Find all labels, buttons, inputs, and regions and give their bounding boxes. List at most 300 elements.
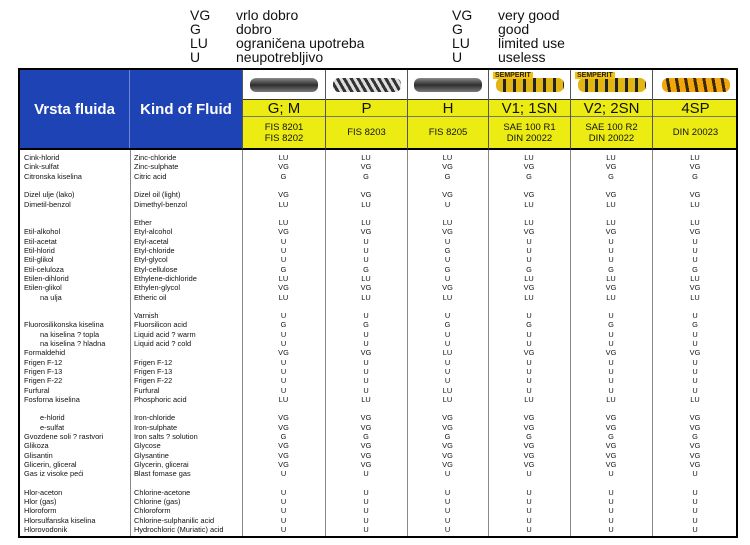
rating-cell: U xyxy=(363,469,369,479)
hose-brand-badge: SEMPERIT xyxy=(577,72,613,79)
rating-cell: G xyxy=(608,432,614,441)
rating-cell: U xyxy=(444,497,451,507)
rating-cell: U xyxy=(444,236,451,246)
legend-row xyxy=(452,36,565,50)
table-row xyxy=(20,405,738,413)
rating-cell: VG xyxy=(605,227,617,237)
rating-cell: VG xyxy=(689,190,701,200)
table-row xyxy=(20,228,738,236)
rating-cell: U xyxy=(526,339,532,348)
hose-column-header xyxy=(325,70,407,150)
rating-cell: LU xyxy=(361,218,371,228)
rating-cell: U xyxy=(280,357,287,367)
legend-row xyxy=(190,36,364,50)
hose-standard xyxy=(243,117,325,148)
table-row xyxy=(20,163,738,171)
rating-cell: LU xyxy=(278,218,289,228)
table-row xyxy=(20,414,738,422)
rating-cell: U xyxy=(608,366,614,376)
rating-cell: U xyxy=(280,515,287,525)
table-row xyxy=(20,266,738,274)
rating-cell: LU xyxy=(606,153,616,162)
table-row xyxy=(20,442,738,450)
rating-cell: VG xyxy=(523,441,535,451)
rating-cell: U xyxy=(526,311,532,321)
rating-cell: VG xyxy=(360,227,372,237)
table-row xyxy=(20,396,738,404)
rating-cell: U xyxy=(444,515,451,525)
compatibility-table xyxy=(18,68,738,538)
hose-standard xyxy=(571,117,652,148)
rating-cell: VG xyxy=(442,441,453,451)
hose-picture xyxy=(414,78,482,92)
hose-image xyxy=(408,70,488,100)
hose-picture xyxy=(496,78,564,92)
rating-cell: VG xyxy=(605,459,617,469)
rating-cell: U xyxy=(444,469,451,479)
fluid-name-en: Glysantine xyxy=(134,450,169,460)
table-row xyxy=(20,210,738,218)
rating-cell: U xyxy=(444,329,451,339)
rating-cell: VG xyxy=(442,413,453,423)
fluid-name-en: Etheric oil xyxy=(134,292,167,302)
rating-cell: LU xyxy=(690,273,700,283)
rating-cell: G xyxy=(692,320,698,330)
rating-cell: VG xyxy=(689,348,701,358)
rating-cell: U xyxy=(608,497,614,507)
table-row xyxy=(20,424,738,432)
fluid-name-sr: Etil-alkohol xyxy=(24,227,61,237)
legend-abbr: U xyxy=(190,49,201,65)
table-row xyxy=(20,489,738,497)
rating-cell: U xyxy=(608,311,614,321)
rating-cell: VG xyxy=(278,162,289,172)
standard-line: FIS 8205 xyxy=(428,127,468,138)
rating-cell: VG xyxy=(360,450,372,460)
fluid-name-en: Frigen F-22 xyxy=(134,376,173,386)
rating-cell: LU xyxy=(361,153,371,162)
fluid-name-sr: Hlor (gas) xyxy=(24,497,57,507)
fluid-name-en: Phosphoric acid xyxy=(134,394,187,404)
legend-text: vrlo dobro xyxy=(236,7,299,23)
rating-cell: VG xyxy=(605,348,617,358)
rating-cell: VG xyxy=(605,441,617,451)
table-row xyxy=(20,387,738,395)
fluid-name-en: Chlorine (gas) xyxy=(134,497,181,507)
table-row xyxy=(20,191,738,199)
rating-cell: U xyxy=(608,255,614,265)
hose-image xyxy=(653,70,738,100)
rating-cell: LU xyxy=(524,292,534,302)
rating-cell: G xyxy=(444,264,451,274)
rating-cell: LU xyxy=(278,394,289,404)
legend-abbr: LU xyxy=(190,35,208,51)
rating-cell: U xyxy=(692,515,698,525)
rating-cell: U xyxy=(280,376,287,386)
standard-line: SAE 100 R2 xyxy=(585,121,638,133)
hose-picture xyxy=(578,78,646,92)
rating-cell: LU xyxy=(278,153,289,162)
fluid-name-sr: Cink-sulfat xyxy=(24,162,59,172)
rating-cell: U xyxy=(526,515,532,525)
rating-cell: U xyxy=(363,497,369,507)
rating-cell: U xyxy=(280,366,287,376)
rating-cell: U xyxy=(608,236,614,246)
hose-picture xyxy=(250,78,318,92)
legend-abbr: G xyxy=(452,21,463,37)
rating-cell: LU xyxy=(442,292,453,302)
rating-cell: U xyxy=(608,246,614,255)
fluid-name-en: Ethylen-glycol xyxy=(134,283,181,293)
legend-text: dobro xyxy=(236,21,272,37)
rating-cell: U xyxy=(526,357,532,367)
fluid-name-sr: Etilen-dihlorid xyxy=(24,273,69,283)
fluid-name-en: Iron-chloride xyxy=(134,413,176,423)
rating-cell: LU xyxy=(524,394,534,404)
rating-cell: LU xyxy=(278,273,289,283)
rating-cell: U xyxy=(280,329,287,339)
rating-cell: VG xyxy=(360,348,372,358)
legend-text: useless xyxy=(498,49,546,65)
rating-cell: LU xyxy=(442,394,453,404)
rating-cell: U xyxy=(280,506,287,516)
rating-cell: U xyxy=(608,487,614,497)
hose-image xyxy=(243,70,325,100)
rating-cell: LU xyxy=(442,153,453,162)
rating-cell: LU xyxy=(442,385,453,395)
rating-cell: VG xyxy=(278,441,289,451)
rating-cell: VG xyxy=(360,441,372,451)
rating-cell: VG xyxy=(442,459,453,469)
rating-cell: LU xyxy=(690,218,700,228)
rating-cell: U xyxy=(608,329,614,339)
hose-code: V1; 1SN xyxy=(489,100,570,117)
rating-cell: U xyxy=(444,487,451,497)
header-vrsta-fluida: Vrsta fluida xyxy=(20,70,130,148)
rating-cell: U xyxy=(280,487,287,497)
rating-cell: G xyxy=(692,264,698,274)
table-row xyxy=(20,368,738,376)
fluid-name-en: Zinc-sulphate xyxy=(134,162,179,172)
rating-cell: U xyxy=(692,255,698,265)
rating-cell: U xyxy=(526,246,532,255)
rating-cell: U xyxy=(280,497,287,507)
rating-cell: G xyxy=(363,171,369,181)
hose-standard xyxy=(326,117,407,148)
rating-cell: VG xyxy=(278,450,289,460)
fluid-name-sr: Furfural xyxy=(24,385,50,395)
rating-cell: U xyxy=(444,255,451,265)
rating-cell: U xyxy=(608,506,614,516)
rating-cell: G xyxy=(444,171,451,181)
legend-row xyxy=(190,50,364,64)
table-row xyxy=(20,247,738,255)
rating-cell: LU xyxy=(690,292,700,302)
fluid-name-en: Blast fomase gas xyxy=(134,469,191,479)
fluid-name-sr: Hloroform xyxy=(24,506,57,516)
rating-cell: VG xyxy=(523,422,535,432)
rating-cell: VG xyxy=(360,162,372,172)
rating-cell: LU xyxy=(524,273,534,283)
table-row xyxy=(20,331,738,339)
table-row xyxy=(20,507,738,515)
rating-cell: VG xyxy=(278,422,289,432)
legend-abbr: G xyxy=(190,21,201,37)
rating-cell: LU xyxy=(361,273,371,283)
table-row xyxy=(20,182,738,190)
rating-cell: LU xyxy=(606,199,616,209)
hose-standard xyxy=(489,117,570,148)
rating-cell: U xyxy=(692,357,698,367)
table-header-fluid xyxy=(20,70,242,150)
hose-column-header xyxy=(242,70,325,150)
rating-cell: LU xyxy=(606,292,616,302)
rating-cell: U xyxy=(363,515,369,525)
rating-cell: U xyxy=(526,497,532,507)
rating-cell: LU xyxy=(278,292,289,302)
fluid-name-sr: Cink-hlorid xyxy=(24,153,60,162)
header-kind-of-fluid: Kind of Fluid xyxy=(140,100,232,118)
table-row xyxy=(20,461,738,469)
fluid-name-sr: Fluorosilikonska kiselina xyxy=(24,320,104,330)
legend-abbr: LU xyxy=(452,35,470,51)
table-row xyxy=(20,284,738,292)
rating-cell: U xyxy=(608,357,614,367)
rating-cell: VG xyxy=(278,283,289,293)
table-row xyxy=(20,321,738,329)
rating-cell: U xyxy=(608,515,614,525)
table-row xyxy=(20,433,738,441)
rating-cell: LU xyxy=(524,218,534,228)
rating-cell: U xyxy=(526,506,532,516)
rating-cell: U xyxy=(692,469,698,479)
rating-cell: U xyxy=(363,487,369,497)
fluid-name-sr: Fosforna kiselina xyxy=(24,394,80,404)
rating-cell: VG xyxy=(605,283,617,293)
rating-cell: U xyxy=(692,506,698,516)
rating-cell: U xyxy=(280,469,287,479)
fluid-name-en: Frigen F-13 xyxy=(134,366,173,376)
rating-cell: U xyxy=(280,525,287,534)
rating-cell: LU xyxy=(361,199,371,209)
rating-cell: VG xyxy=(360,422,372,432)
rating-cell: U xyxy=(692,236,698,246)
rating-cell: LU xyxy=(690,394,700,404)
rating-cell: U xyxy=(363,366,369,376)
hose-column-header xyxy=(570,70,652,150)
fluid-name-sr: na kiselina ? topla xyxy=(40,329,100,339)
rating-cell: U xyxy=(444,311,451,321)
rating-cell: VG xyxy=(689,283,701,293)
rating-cell: G xyxy=(444,432,451,441)
rating-cell: U xyxy=(526,469,532,479)
table-row xyxy=(20,312,738,320)
rating-cell: U xyxy=(363,236,369,246)
legend-text: good xyxy=(498,21,530,37)
table-row xyxy=(20,359,738,367)
hose-image xyxy=(326,70,407,100)
table-row xyxy=(20,340,738,348)
fluid-name-sr: Citronska kiselina xyxy=(24,171,82,181)
rating-cell: U xyxy=(444,339,451,348)
fluid-name-en: Iron salts ? solution xyxy=(134,432,198,441)
fluid-name-sr: Dimetil-benzol xyxy=(24,199,71,209)
rating-cell: U xyxy=(444,525,451,534)
standard-line: DIN 20023 xyxy=(672,127,719,138)
rating-cell: LU xyxy=(361,394,371,404)
legend-row xyxy=(452,22,565,36)
rating-cell: U xyxy=(363,255,369,265)
rating-cell: VG xyxy=(442,450,453,460)
legend-text: ograničena upotreba xyxy=(236,35,365,51)
rating-cell: U xyxy=(526,366,532,376)
rating-cell: LU xyxy=(278,199,289,209)
rating-cell: VG xyxy=(523,283,535,293)
legend-row xyxy=(452,50,565,64)
rating-cell: U xyxy=(280,385,287,395)
table-row xyxy=(20,303,738,311)
fluid-name-sr: Frigen F-13 xyxy=(24,366,63,376)
standard-line: FIS 8201 xyxy=(264,121,304,133)
fluid-name-en: Etyl-glycol xyxy=(134,255,168,265)
rating-cell: VG xyxy=(523,450,535,460)
fluid-name-sr: Formaldehid xyxy=(24,348,66,358)
rating-cell: G xyxy=(280,171,287,181)
rating-cell: VG xyxy=(442,190,453,200)
hose-code: 4SP xyxy=(653,100,738,117)
table-row xyxy=(20,452,738,460)
rating-cell: G xyxy=(526,264,532,274)
fluid-name-en: Etyl-chloride xyxy=(134,246,175,255)
rating-cell: U xyxy=(363,506,369,516)
rating-cell: LU xyxy=(606,273,616,283)
table-row xyxy=(20,470,738,478)
legend-serbian xyxy=(190,8,364,64)
table-row xyxy=(20,377,738,385)
fluid-name-sr: Gvozdene soli ? rastvori xyxy=(24,432,104,441)
rating-cell: G xyxy=(280,432,287,441)
legend-abbr: VG xyxy=(452,7,473,23)
fluid-name-sr: Glisantin xyxy=(24,450,53,460)
table-row xyxy=(20,275,738,283)
rating-cell: G xyxy=(444,246,451,255)
rating-cell: VG xyxy=(523,459,535,469)
rating-cell: U xyxy=(363,339,369,348)
rating-cell: U xyxy=(444,273,451,283)
fluid-name-en: Etyl-acetal xyxy=(134,236,169,246)
rating-cell: LU xyxy=(524,199,534,209)
fluid-name-sr: Frigen F-12 xyxy=(24,357,63,367)
rating-cell: G xyxy=(608,171,614,181)
rating-cell: U xyxy=(608,525,614,534)
rating-cell: LU xyxy=(361,292,371,302)
rating-cell: U xyxy=(692,329,698,339)
rating-cell: LU xyxy=(690,199,700,209)
rating-cell: G xyxy=(526,171,532,181)
hose-column-header xyxy=(488,70,570,150)
fluid-name-en: Liquid acid ? warm xyxy=(134,329,196,339)
hose-brand-badge: SEMPERIT xyxy=(495,72,531,79)
rating-cell: U xyxy=(692,487,698,497)
rating-cell: LU xyxy=(442,348,453,358)
fluid-name-sr: Etil-acetat xyxy=(24,236,57,246)
legend-row xyxy=(190,8,364,22)
rating-cell: U xyxy=(444,506,451,516)
fluid-name-en: Etyl-cellulose xyxy=(134,264,178,274)
fluid-name-sr: Etilen-glikol xyxy=(24,283,62,293)
legend-text: very good xyxy=(498,7,560,23)
rating-cell: VG xyxy=(689,422,701,432)
rating-cell: G xyxy=(692,432,698,441)
fluid-name-en: Chlorine-acetone xyxy=(134,487,191,497)
table-row xyxy=(20,256,738,264)
fluid-name-en: Dizel oil (light) xyxy=(134,190,181,200)
fluid-name-sr: e-hlorid xyxy=(40,413,65,423)
rating-cell: VG xyxy=(689,450,701,460)
rating-cell: VG xyxy=(689,459,701,469)
rating-cell: VG xyxy=(605,413,617,423)
legend-text: neupotrebljivo xyxy=(236,49,324,65)
fluid-name-en: Zinc-chloride xyxy=(134,153,177,162)
rating-cell: LU xyxy=(606,394,616,404)
hose-column-header xyxy=(652,70,738,150)
legend-text: limited use xyxy=(498,35,565,51)
rating-cell: U xyxy=(692,376,698,386)
table-row xyxy=(20,294,738,302)
rating-cell: U xyxy=(280,339,287,348)
legend-row xyxy=(190,22,364,36)
rating-cell: U xyxy=(608,385,614,395)
hose-code: G; M xyxy=(243,100,325,117)
rating-cell: G xyxy=(526,320,532,330)
fluid-name-en: Frigen F-12 xyxy=(134,357,173,367)
rating-cell: U xyxy=(526,487,532,497)
rating-cell: U xyxy=(363,311,369,321)
rating-cell: U xyxy=(363,525,369,534)
hose-standard xyxy=(408,117,488,148)
rating-cell: U xyxy=(363,329,369,339)
fluid-name-en: Dimethyl-benzol xyxy=(134,199,187,209)
table-row xyxy=(20,517,738,525)
rating-cell: VG xyxy=(278,459,289,469)
fluid-name-sr: Frigen F-22 xyxy=(24,376,63,386)
rating-cell: G xyxy=(608,264,614,274)
legend-abbr: VG xyxy=(190,7,211,23)
rating-cell: U xyxy=(692,525,698,534)
rating-cell: U xyxy=(526,385,532,395)
fluid-name-en: Fluorsilicon acid xyxy=(134,320,187,330)
fluid-name-sr: e-sulfat xyxy=(40,422,65,432)
rating-cell: G xyxy=(444,320,451,330)
standard-line: FIS 8202 xyxy=(264,132,304,144)
fluid-name-en: Ethylene-dichloride xyxy=(134,273,197,283)
rating-cell: VG xyxy=(278,413,289,423)
rating-cell: U xyxy=(526,329,532,339)
fluid-name-en: Etyl-alcohol xyxy=(134,227,173,237)
hose-code: V2; 2SN xyxy=(571,100,652,117)
table-row xyxy=(20,349,738,357)
fluid-name-sr: na ulja xyxy=(40,292,62,302)
rating-cell: VG xyxy=(605,190,617,200)
rating-cell: VG xyxy=(605,422,617,432)
legend-row xyxy=(452,8,565,22)
rating-cell: U xyxy=(280,236,287,246)
rating-cell: VG xyxy=(442,283,453,293)
table-row xyxy=(20,238,738,246)
rating-cell: VG xyxy=(278,227,289,237)
rating-cell: U xyxy=(526,525,532,534)
rating-cell: U xyxy=(444,376,451,386)
